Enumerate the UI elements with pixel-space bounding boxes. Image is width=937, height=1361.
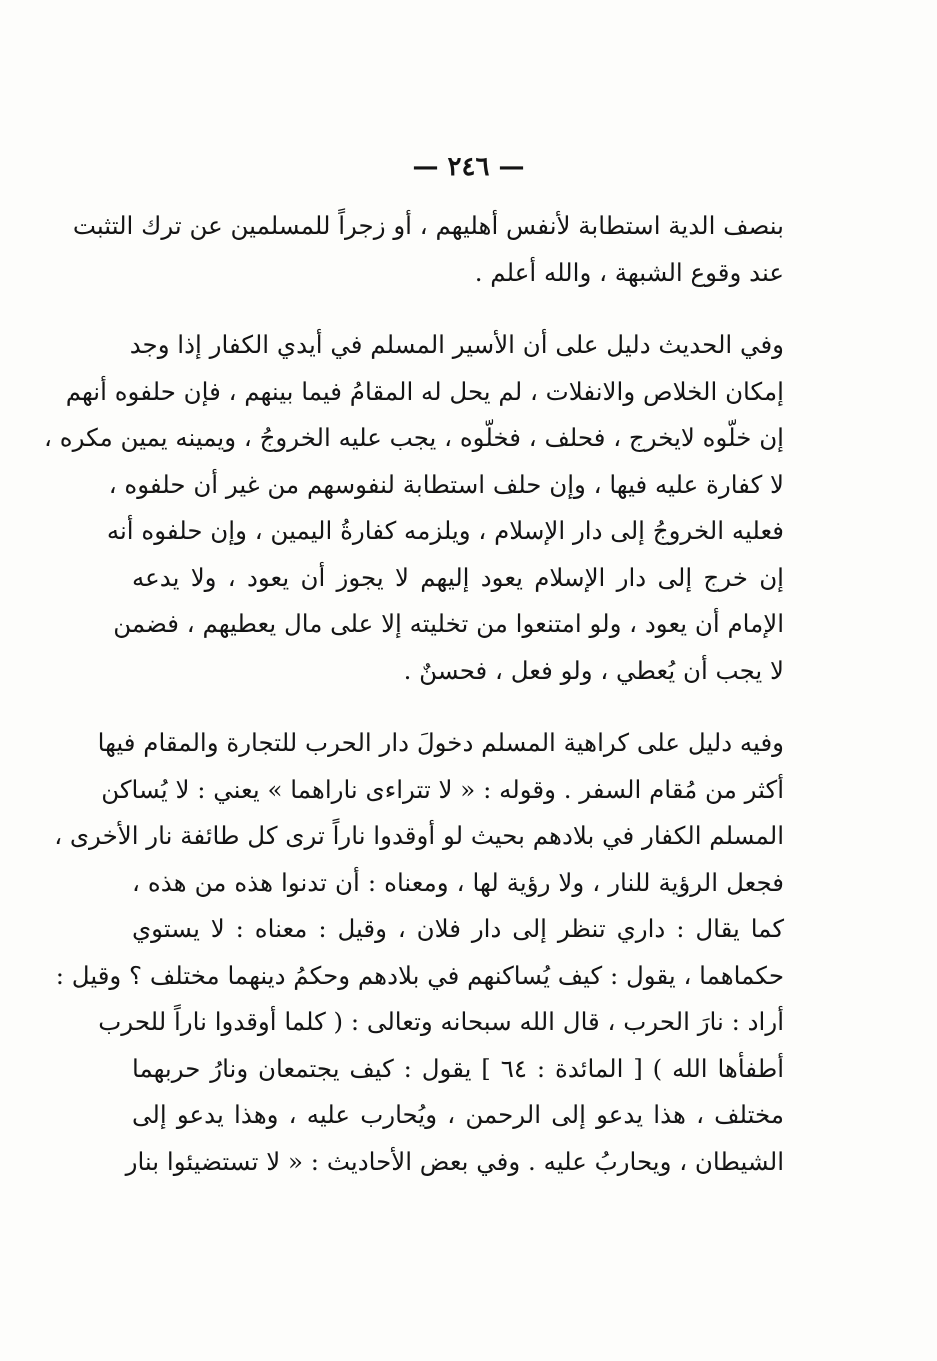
text-line: فجعل الرؤية للنار ، ولا رؤية لها ، ومعناه : أن تدنوا هذه من هذه ، [132, 867, 784, 897]
text-line: الإمام أن يعود ، ولو امتنعوا من تخليته إلا على مال يعطيهم ، فضمن [113, 609, 784, 638]
text-line: أراد : نارَ الحرب ، قال الله سبحانه وتعالى : ( كلما أوقدوا ناراً للحرب [98, 1007, 784, 1036]
text-line: الشيطان ، ويحاربُ عليه . وفي بعض الأحاديث : « لا تستضيئوا بنار [125, 1146, 784, 1176]
text-line: أطفأها الله ) [ المائدة : ٦٤ ] يقول : كيف يجتمعان ونارُ حربهما [132, 1053, 785, 1083]
text-line: إن خلّوه لايخرج ، فحلف ، فخلّوه ، يجب عليه الخروجُ ، ويمينه يمين مكره ، [44, 423, 784, 452]
text-line: المسلم الكفار في بلادهم بحيث لو أوقدوا ناراً ترى كل طائفة نار الأخرى ، [54, 821, 784, 850]
text-line: وفي الحديث دليل على أن الأسير المسلم في أيدي الكفار إذا وجد [129, 330, 784, 359]
text-line: حكماهما ، يقول : كيف يُساكنهم في بلادهم وحكمُ دينهما مختلف ؟ وقيل : [55, 960, 784, 990]
text-line: مختلف ، هذا يدعو إلى الرحمن ، ويُحارب عليه ، وهذا يدعو إلى [132, 1100, 784, 1129]
text-line: أكثر من مُقام السفر . وقوله : « لا تتراءى ناراهما » يعني : لا يُساكن [101, 774, 784, 804]
text-line: إمكان الخلاص والانفلات ، لم يحل له المقامُ فيما بينهم ، فإن حلفوه أنهم [65, 376, 784, 406]
paragraph-3 [54, 720, 785, 1185]
text-line: عند وقوع الشبهة ، والله أعلم . [474, 257, 784, 287]
text-line: وفيه دليل على كراهية المسلم دخولَ دار الحرب للتجارة والمقام فيها [97, 728, 784, 757]
page-number: — ٢٤٦ — [412, 152, 525, 182]
paragraph-1 [72, 203, 784, 296]
text-line: إن خرج إلى دار الإسلام يعود إليهم لا يجوز أن يعود ، ولا يدعه [132, 562, 784, 592]
text-line: لا يجب أن يُعطي ، ولو فعل ، فحسنٌ . [403, 655, 784, 685]
text-line: لا كفارة عليه فيها ، وإن حلف استطابة لنفوسهم من غير أن حلفوه ، [108, 469, 784, 499]
paragraph-2 [44, 322, 784, 694]
text-line: فعليه الخروجُ إلى دار الإسلام ، ويلزمه كفارةُ اليمين ، وإن حلفوه أنه [106, 516, 784, 545]
text-line: كما يقال : داري تنظر إلى دار فلان ، وقيل : معناه : لا يستوي [132, 914, 784, 943]
text-line: بنصف الدية استطابة لأنفس أهليهم ، أو زجراً للمسلمين عن ترك التثبت [72, 211, 784, 240]
